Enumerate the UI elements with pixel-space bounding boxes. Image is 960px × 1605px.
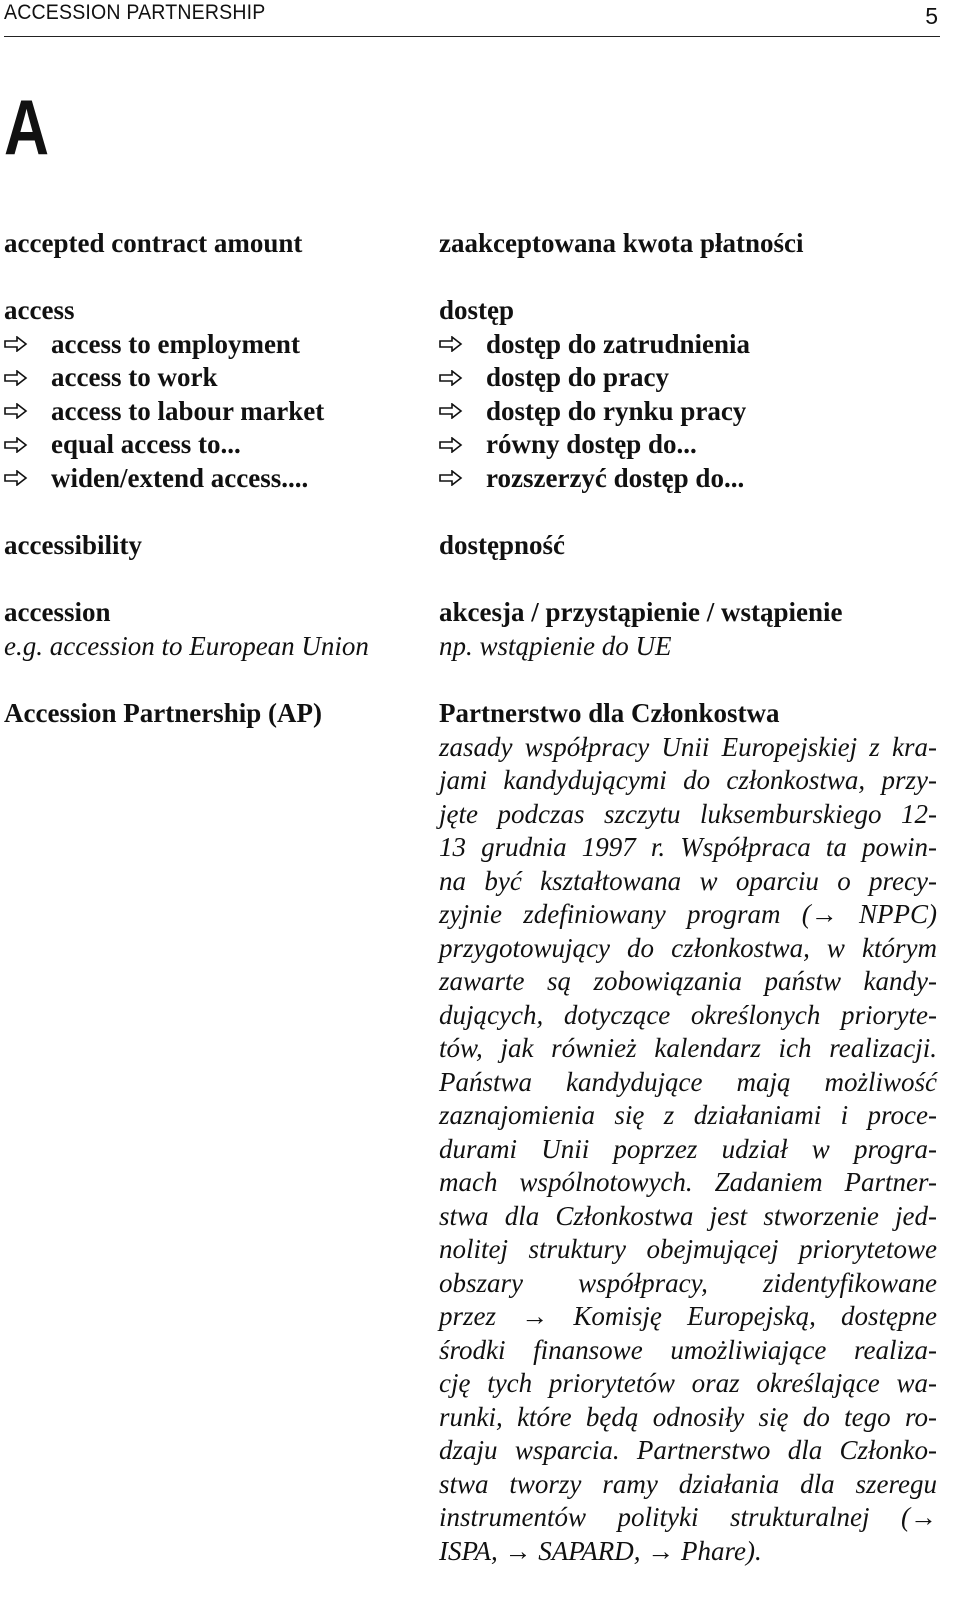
term-accepted-contract-amount: accepted contract amount: [4, 228, 303, 258]
subterm-label: access to work: [51, 362, 218, 392]
term-accession-partnership: Accession Partnership (AP): [4, 698, 322, 728]
definition-line: obszary współpracy, zidentyfikowane: [439, 1267, 937, 1298]
translation-accession-headword: akcesja / przystąpienie / wstąpienie: [439, 597, 843, 627]
term-access: [4, 294, 404, 495]
subterm-label: equal access to...: [51, 429, 241, 459]
subtranslation-label: równy dostęp do...: [486, 429, 697, 459]
definition-line: 13 grudnia 1997 r. Współpraca ta powin-: [439, 832, 937, 862]
outline-arrow-icon: [4, 403, 51, 419]
subtranslation-label: rozszerzyć dostęp do...: [486, 462, 745, 493]
translation-access-headword: dostęp: [439, 295, 515, 325]
definition-line: zasady współpracy Unii Europejskiej z kra-: [439, 731, 937, 762]
definition-line: środki finansowe umożliwiające realiza-: [439, 1334, 937, 1365]
subterm-row: [4, 395, 404, 429]
definition-line: Państwa kandydujące mają możliwość: [439, 1066, 937, 1097]
definition-line: jęte podczas szczytu luksemburskiego 12-: [439, 798, 937, 829]
definition-line: zyjnie zdefiniowany program (→ NPPC): [439, 899, 937, 929]
subterm-row: [4, 328, 404, 362]
subtranslation-row: [439, 328, 937, 362]
definition-line: cję tych priorytetów oraz określające wa-: [439, 1368, 937, 1398]
translation-accession-example: np. wstąpienie do UE: [439, 630, 672, 661]
outline-arrow-icon: [4, 437, 51, 453]
subtranslation-row: [439, 428, 937, 462]
translation-accessibility: dostępność: [439, 530, 566, 560]
definition-line: stwa tworzy ramy działania dla szeregu: [439, 1468, 937, 1499]
subtranslation-label: dostęp do zatrudnienia: [486, 328, 751, 359]
translation-accepted-contract-amount: zaakceptowana kwota płatności: [439, 228, 804, 258]
term-accession-headword: accession: [4, 597, 111, 627]
definition-line: instrumentów polityki strukturalnej (→: [439, 1502, 937, 1532]
outline-arrow-icon: [4, 370, 51, 386]
section-letter: A: [4, 83, 50, 171]
definition-line: nolitej struktury obejmującej priorytetowe: [439, 1234, 937, 1264]
translation-accession-partnership: [439, 697, 937, 1568]
running-header: [4, 0, 940, 37]
subtranslation-label: dostęp do pracy: [486, 362, 670, 392]
definition-line: na być kształtowana w oparciu o precy-: [439, 865, 937, 896]
definition-line: dujących, dotyczące określonych prioryte-: [439, 999, 937, 1030]
definition-text: [439, 731, 937, 1569]
definition-line: dzaju wsparcia. Partnerstwo dla Członko-: [439, 1435, 937, 1465]
definition-line: zawarte są zobowiązania państw kandy-: [439, 966, 937, 996]
outline-arrow-icon: [439, 370, 486, 386]
translation-access: [439, 294, 937, 495]
subterm-label: access to labour market: [51, 395, 325, 426]
definition-line: przez → Komisję Europejską, dostępne: [439, 1301, 937, 1331]
page-number: 5: [925, 3, 938, 29]
outline-arrow-icon: [439, 403, 486, 419]
outline-arrow-icon: [4, 336, 51, 352]
outline-arrow-icon: [439, 336, 486, 352]
running-title: ACCESSION PARTNERSHIP: [4, 1, 266, 24]
translation-accession: [439, 596, 937, 663]
definition-line: runki, które będą odnosiły się do tego ro-: [439, 1401, 937, 1432]
subterm-label: widen/extend access....: [51, 462, 309, 493]
term-accession: [4, 596, 404, 663]
outline-arrow-icon: [439, 470, 486, 486]
subterm-row: [4, 428, 404, 462]
definition-line: ISPA, → SAPARD, → Phare).: [439, 1535, 762, 1566]
subterm-row: [4, 462, 404, 496]
outline-arrow-icon: [439, 437, 486, 453]
term-accession-example: e.g. accession to European Union: [4, 630, 369, 661]
subterm-row: [4, 361, 404, 395]
translation-ap-headword: Partnerstwo dla Członkostwa: [439, 698, 780, 728]
definition-line: przygotowujący do członkostwa, w którym: [439, 932, 937, 963]
subtranslation-label: dostęp do rynku pracy: [486, 395, 747, 426]
definition-line: stwa dla Członkostwa jest stworzenie jed-: [439, 1200, 937, 1231]
definition-line: mach wspólnotowych. Zadaniem Partner-: [439, 1167, 937, 1197]
outline-arrow-icon: [4, 470, 51, 486]
definition-line: tów, jak również kalendarz ich realizacji.: [439, 1033, 937, 1063]
subterm-label: access to employment: [51, 328, 300, 359]
definition-line: durami Unii poprzez udział w progra-: [439, 1133, 937, 1164]
definition-line: zaznajomienia się z działaniami i proce-: [439, 1100, 937, 1130]
term-accessibility: accessibility: [4, 530, 142, 560]
subtranslation-row: [439, 462, 937, 496]
definition-line: jami kandydującymi do członkostwa, przy-: [439, 765, 937, 795]
term-access-headword: access: [4, 295, 75, 325]
subtranslation-row: [439, 395, 937, 429]
subtranslation-row: [439, 361, 937, 395]
